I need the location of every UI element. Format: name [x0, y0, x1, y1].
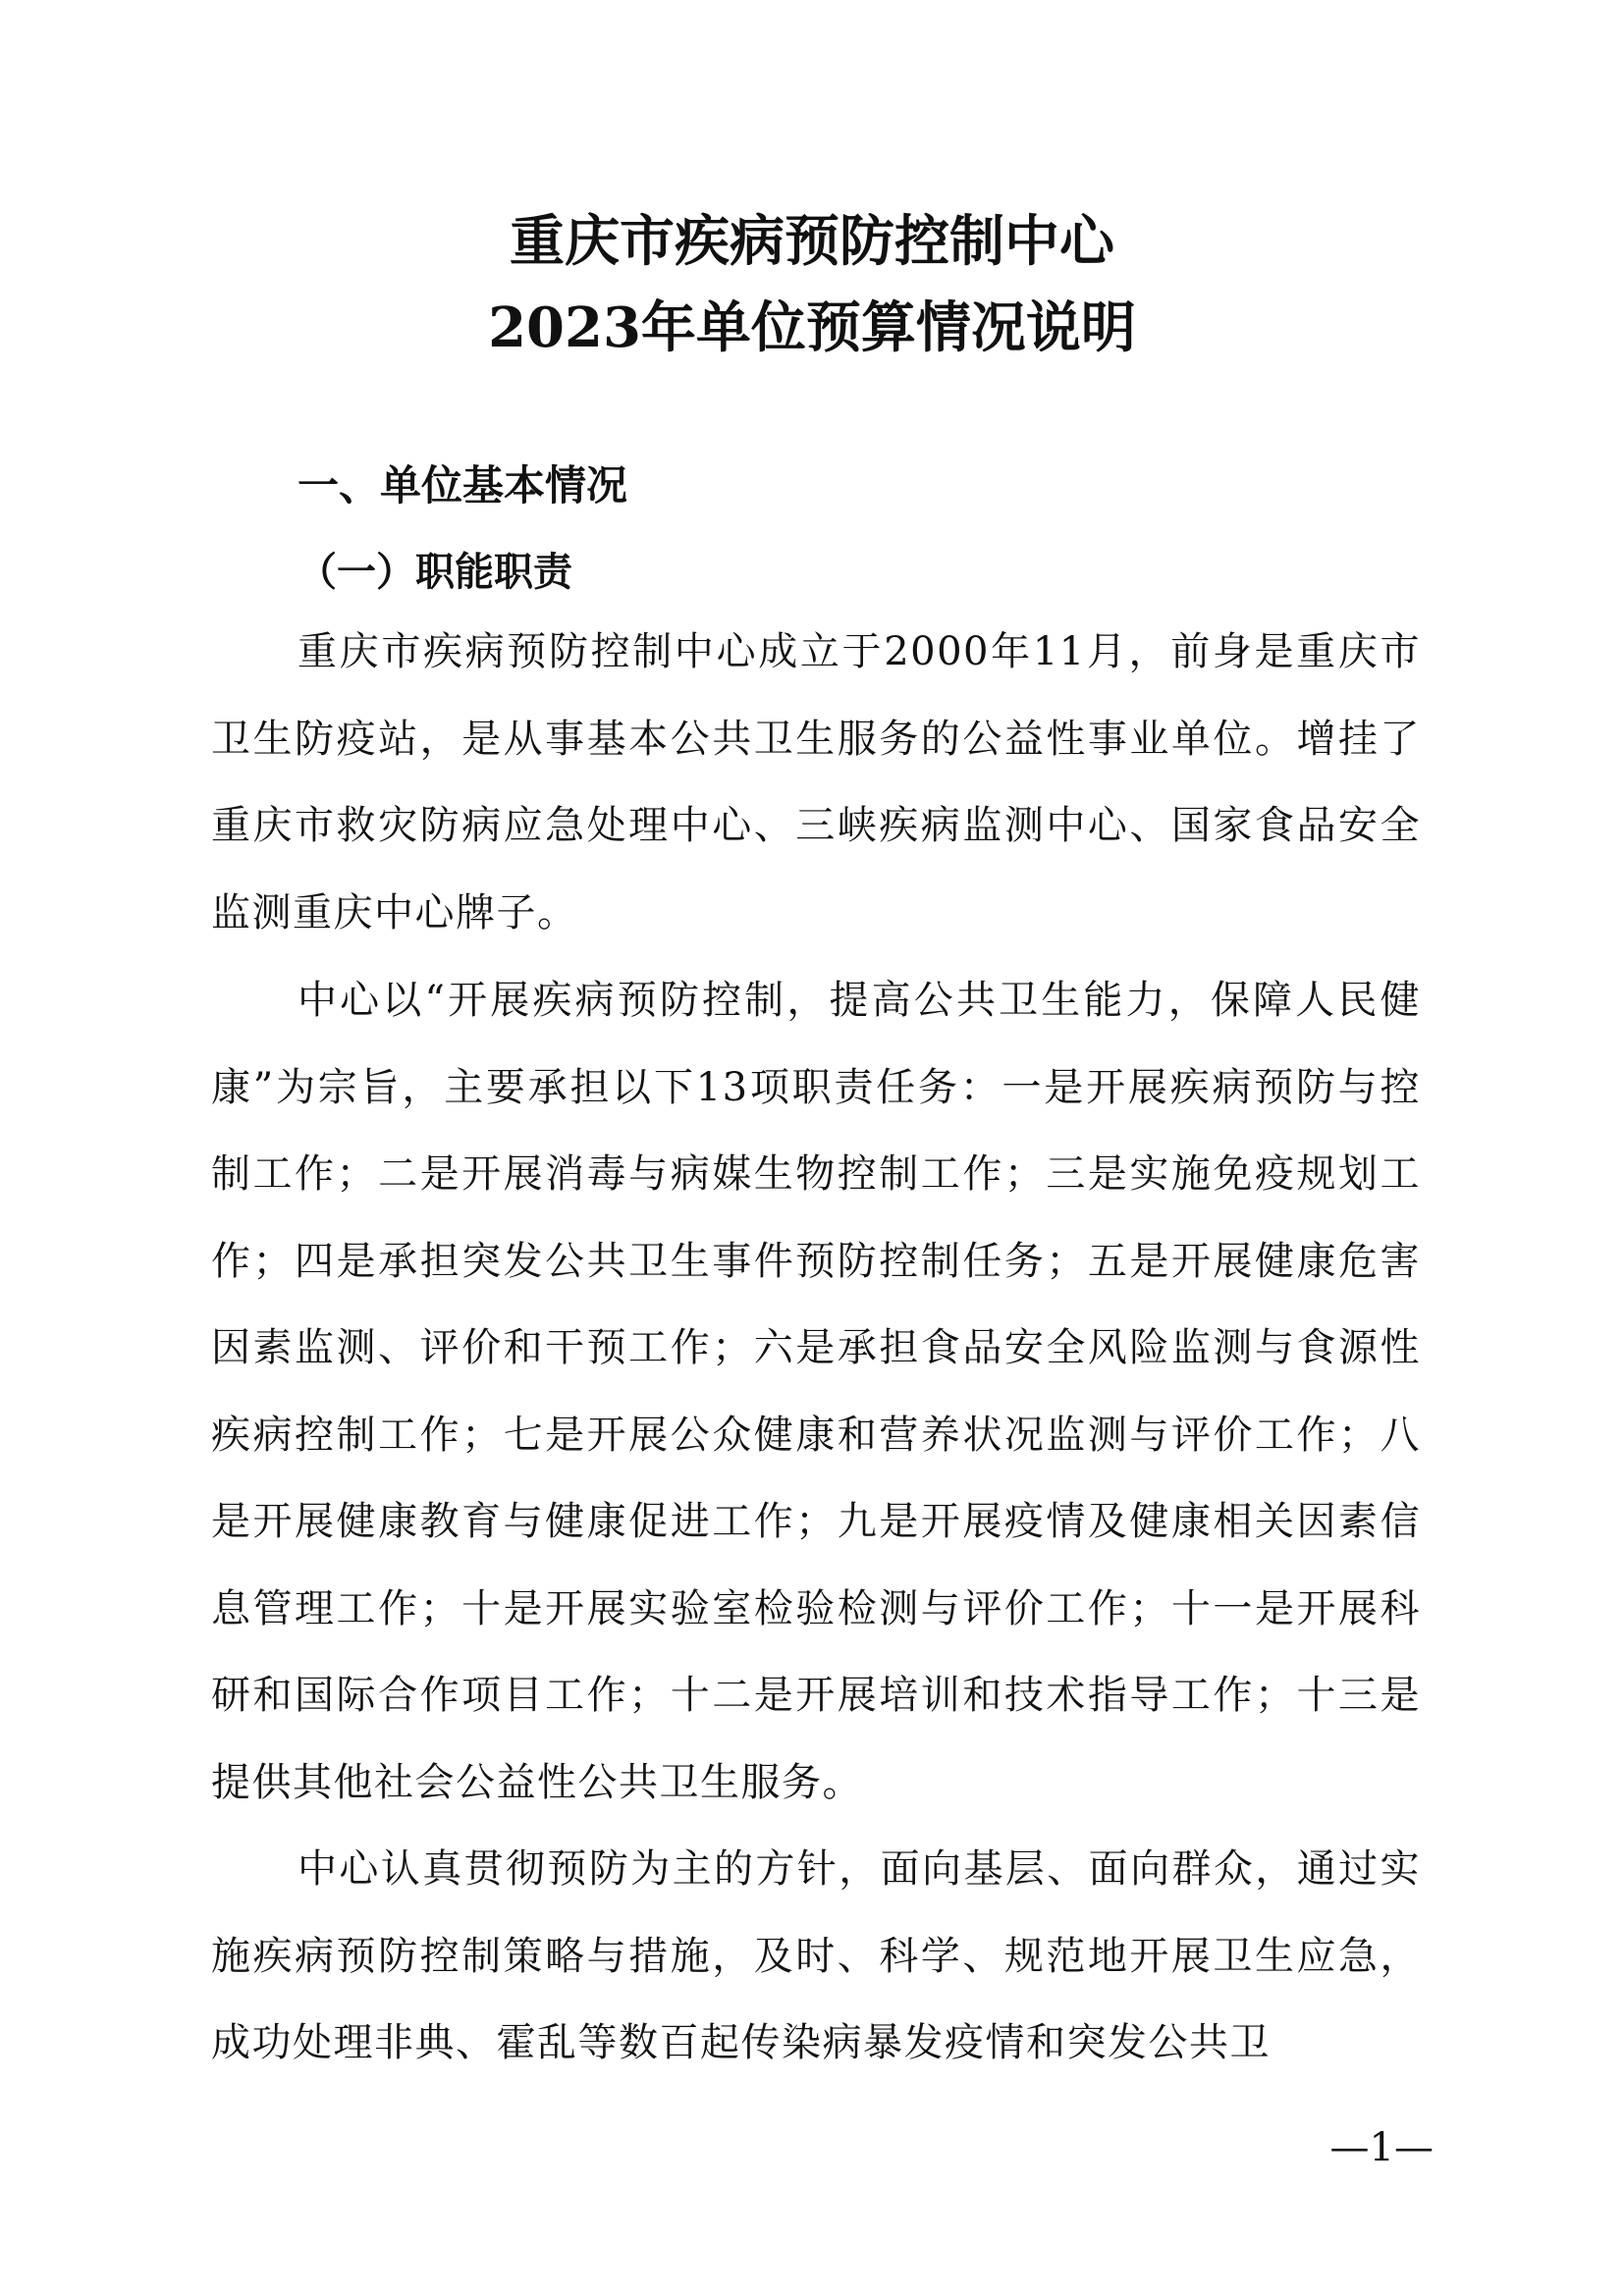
subsection-heading-functions: （一）职能职责 — [298, 550, 572, 595]
paragraph-responsibilities: 中心以“开展疾病预防控制，提高公共卫生能力，保障人民健康”为宗旨，主要承担以下13项职责任务：一是开展疾病预防与控制工作；二是开展消毒与病媒生物控制工作；三是实施免疫规划工作；四是承担突发公共卫生事件预防控制任务；五是开展健康危害因素监测、评价和干预工作；六是承担食品安全风险监测与食源性疾病控制工作；七是开展公众健康和营养状况监测与评价工作；八是开展健康教育与健康促进工作；九是开展疫情及健康相关因素信息管理工作；十是开展实验室检验检测与评价工作；十一是开展科研和国际合作项目工作；十二是开展培训和技术指导工作；十三是提供其他社会公益性公共卫生服务。 — [211, 978, 1421, 1805]
paragraph-achievements: 中心认真贯彻预防为主的方针，面向基层、面向群众，通过实施疾病预防控制策略与措施，及时、科学、规范地开展卫生应急，成功处理非典、霍乱等数百起传染病暴发疫情和突发公共卫 — [211, 1846, 1421, 2065]
paragraph-establishment: 重庆市疾病预防控制中心成立于2000年11月，前身是重庆市卫生防疫站，是从事基本公共卫生服务的公益性事业单位。增挂了重庆市救灾防病应急处理中心、三峡疾病监测中心、国家食品安全监测重庆中心牌子。 — [211, 629, 1421, 935]
section-heading-basic-info: 一、单位基本情况 — [298, 461, 628, 509]
document-title-line2: 2023年单位预算情况说明 — [488, 295, 1136, 360]
page-number: —1— — [1329, 2125, 1434, 2170]
document-title-line1: 重庆市疾病预防控制中心 — [510, 209, 1114, 274]
